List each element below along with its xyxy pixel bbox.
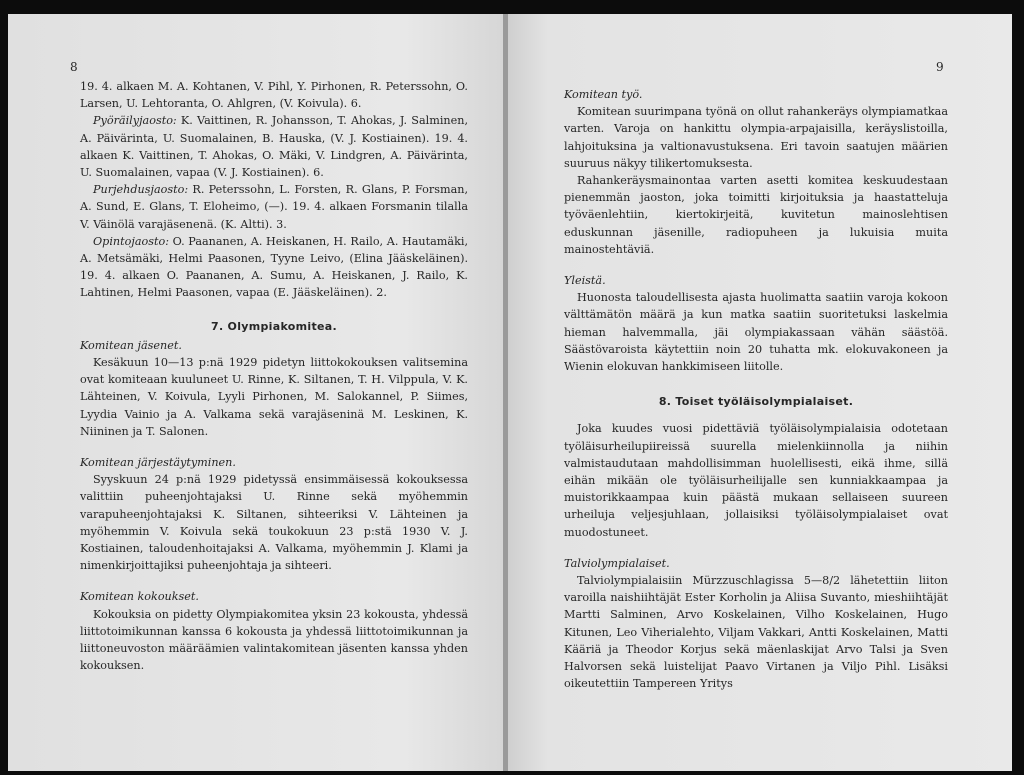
- cycling-label: Pyöräilyjaosto:: [93, 114, 177, 128]
- winter-paragraph: Talviolympialaisiin Mürzzuschlagissa 5—8/2 lähetettiin liiton varoilla naishiihtäjät Ester Korholin ja Aliisa Suvanto, mieshiihtäjät Martti Salminen, Arvo Koskelainen, Vilho Koskelainen, Hugo Kitunen, Leo Viherialehto, Viljam Vakkari, Antti Koskelainen, Matti Kääriä ja Theodor Korjus sekä mäenlaskijat Arvo Talsi ja Sven Halvorsen sekä luistelijat Paavo Virtanen ja Viljo Pihl. Lisäksi oikeutettiin Tampereen Yritys: [564, 574, 948, 691]
- sailing-label: Purjehdusjaosto:: [93, 183, 189, 197]
- meetings-paragraph: Kokouksia on pidetty Olympiakomitea yksin 23 kokousta, yhdessä liittotoimikunnan kanssa 6 kokousta ja yhdessä liittotoimikunnan ja liittoneuvoston määräämien valintakomitean jäsenten kanssa yhden kokouksen.: [80, 607, 468, 673]
- general-paragraph: Huonosta taloudellisesta ajasta huolimatta saatiin varoja kokoon välttämätön määrä ja kun matka saatiin suoritetuksi laskelmia hieman halvemmalla, jäi olympiakassaan vähän säästöä. Säästövaroista käytettiin noin 20 tuhatta mk. elokuvakoneen ja Wienin elokuvan hankkimiseen liitolle.: [564, 291, 948, 374]
- intro-paragraph: 19. 4. alkaen M. A. Kohtanen, V. Pihl, Y. Pirhonen, R. Peterssohn, O. Larsen, U. Lehtoranta, O. Ahlgren, (V. Koivula). 6.: [80, 80, 468, 111]
- general-heading: Yleistä.: [564, 274, 606, 288]
- organization-heading: Komitean järjestäytyminen.: [80, 456, 236, 470]
- left-page: [8, 14, 504, 771]
- olympics-paragraph: Joka kuudes vuosi pidettäviä työläisolympialaisia odotetaan työläisurheilupiireissä suurella mielenkiinnolla ja niihin valmistaudutaan mahdollisimman huolellisesti, eikä ihme, sillä eihän mikään ole työläisurheilijalle sen kunniakkaampaa ja muistorikkaampaa kuin päästä mukaan sellaiseen suureen urheiluja veljesjuhlaan, jollaisiksi työläisolympialaiset ovat muodostuneet.: [564, 422, 948, 539]
- sailing-paragraph: [80, 181, 468, 233]
- winter-heading: Talviolympialaiset.: [564, 556, 670, 570]
- page-number-left: 8: [70, 60, 78, 74]
- page-number-right: 9: [936, 60, 944, 74]
- section-title-7: 7. Olympiakomitea.: [210, 319, 337, 333]
- study-label: Opintojaosto:: [93, 234, 169, 248]
- work-paragraph-1: Komitean suurimpana työnä on ollut rahankeräys olympiamatkaa varten. Varoja on hankittu olympia-arpajaisilla, keräyslistoilla, lahjoituksina ja valtionavustuksena. Eri tavoin saatujen määrien suuruus näkyy tilikertomuksesta.: [564, 105, 948, 170]
- cycling-paragraph: [80, 112, 468, 181]
- meetings-heading: Komitean kokoukset.: [80, 590, 199, 604]
- study-paragraph: [80, 233, 468, 302]
- section-title-8: 8. Toiset työläisolympialaiset.: [658, 395, 854, 409]
- left-page-text: [80, 78, 468, 675]
- work-heading: Komitean työ.: [564, 88, 643, 101]
- right-page: [508, 14, 1012, 771]
- cycling-text: K. Vaittinen, R. Johansson, T. Ahokas, J. Salminen, A. Päivärinta, U. Suomalainen, B. Hauska, (V. J. Kostiainen). 19. 4. alkaen K. Vaittinen, T. Ahokas, O. Mäki, V. Lindgren, A. Päivärinta, U. Suomalainen, vapaa (V. J. Kostiainen). 6.: [80, 114, 468, 180]
- members-paragraph: Kesäkuun 10—13 p:nä 1929 pidetyn liittokokouksen valitsemina ovat komiteaan kuuluneet U. Rinne, K. Siltanen, T. H. Vilppula, V. K. Lähteinen, V. Koivula, Lyyli Pirhonen, M. Salokannel, P. Siimes, Lyydia Vainio ja A. Valkama sekä varajäseninä M. Leskinen, K. Niininen ja T. Salonen.: [80, 356, 468, 438]
- organization-paragraph: Syyskuun 24 p:nä 1929 pidetyssä ensimmäisessä kokouksessa valittiin puheenjohtajaksi U. Rinne sekä myöhemmin varapuheenjohtajaksi K. Siltanen, sihteeriksi V. Lähteinen ja myöhemmin V. Koivula sekä toukokuun 23 p:stä 1930 V. J. Kostiainen, taloudenhoitajaksi A. Valkama, myöhemmin J. Klami ja nimenkirjoittajiksi puheenjohtaja ja sihteeri.: [80, 473, 468, 573]
- study-text: O. Paananen, A. Heiskanen, H. Railo, A. Hautamäki, A. Metsämäki, Helmi Paasonen, Tyyne Leivo, (Elina Jääskeläinen). 19. 4. alkaen O. Paananen, A. Sumu, A. Heiskanen, J. Railo, K. Lahtinen, Helmi Paasonen, vapaa (E. Jääskeläinen). 2.: [80, 234, 468, 300]
- work-paragraph-2: Rahankeräysmainontaa varten asetti komitea keskuudestaan pienemmän jaoston, joka toimitti kirjoituksia ja haastatteluja työväenlehtiin, kiertokirjeitä, kuvitetun mainoslehtisen eduskunnan jäsenille, radiopuheen ja lukuisia muita mainostehtäviä.: [564, 174, 948, 256]
- sailing-text: R. Peterssohn, L. Forsten, R. Glans, P. Forsman, A. Sund, E. Glans, T. Eloheimo, (—). 19. 4. alkaen Forsmanin tilalla V. Väinölä varajäsenenä. (K. Altti). 3.: [80, 183, 468, 231]
- members-heading: Komitean jäsenet.: [80, 338, 182, 352]
- right-page-text: [564, 86, 948, 693]
